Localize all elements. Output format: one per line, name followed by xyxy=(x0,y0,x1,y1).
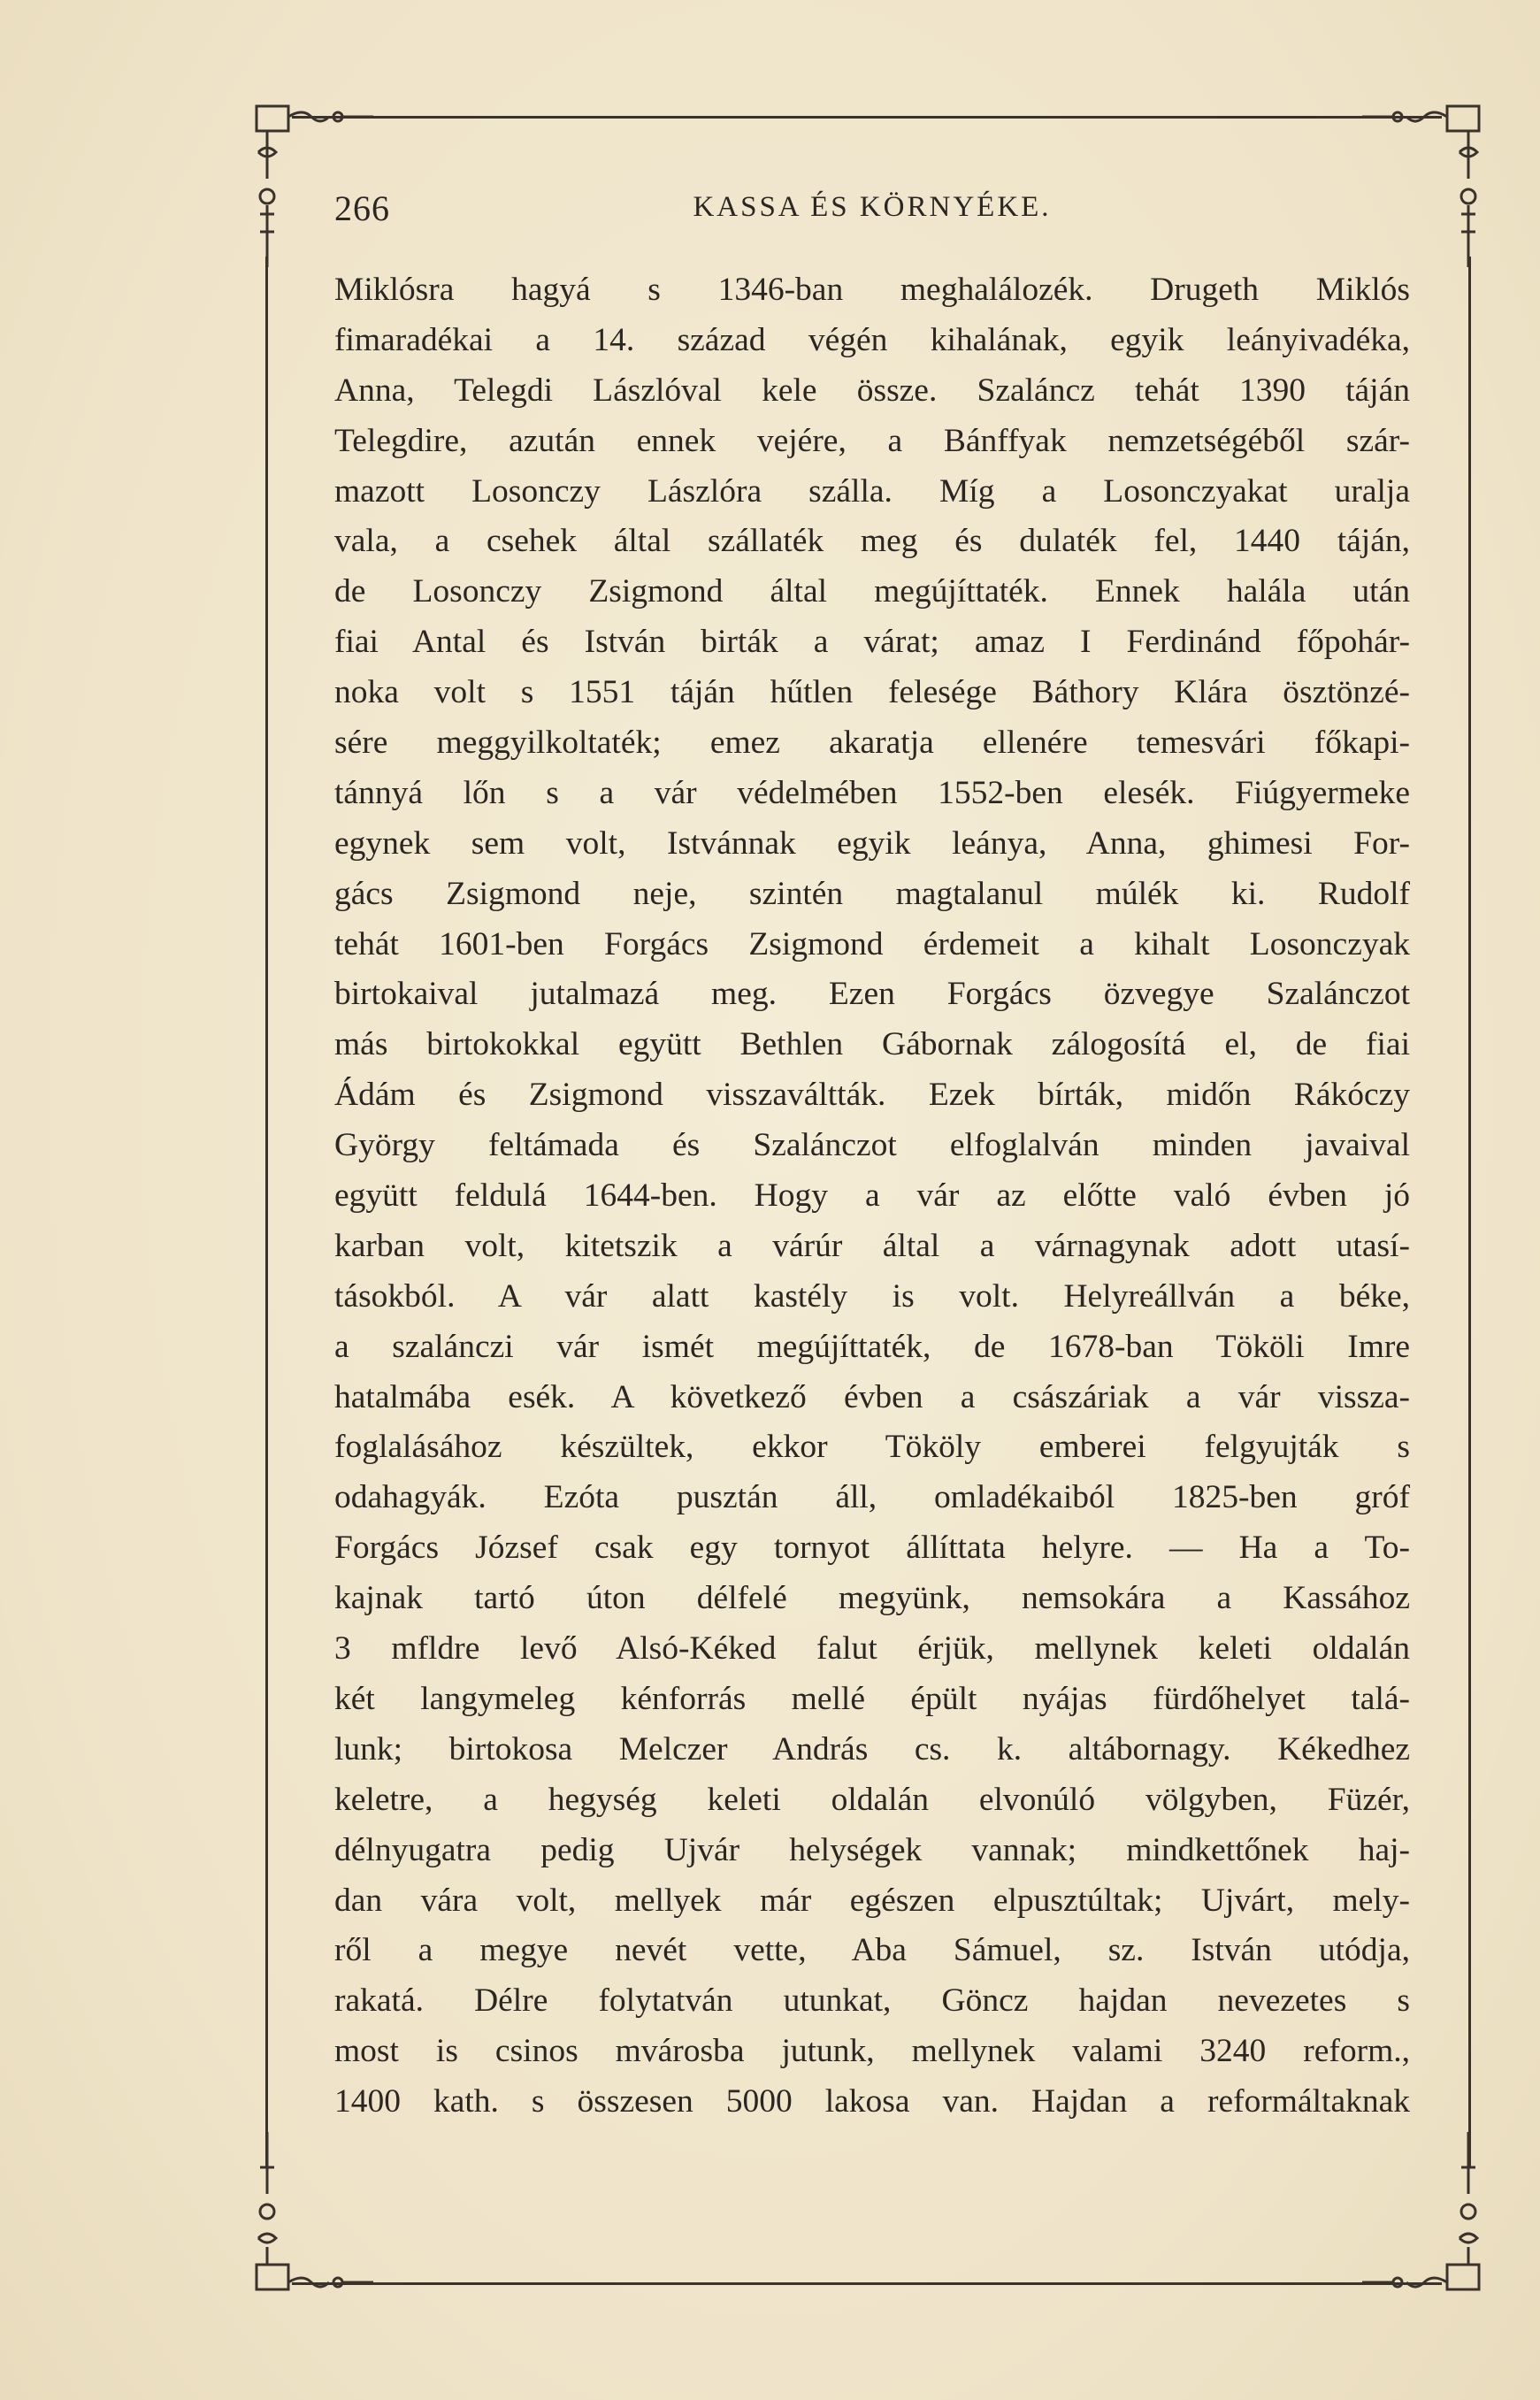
page-header xyxy=(334,188,1410,232)
text-line: fimaradékai a 14. század végén kihalának, egyik leányivadéka, xyxy=(334,321,1410,358)
text-line: foglalásához készültek, ekkor Tököly emberei felgyujták s xyxy=(334,1429,1410,1466)
text-line: két langymeleg kénforrás mellé épült nyájas fürdőhelyet talá- xyxy=(334,1680,1410,1717)
text-line: Anna, Telegdi Lászlóval kele össze. Szaláncz tehát 1390 táján xyxy=(334,372,1410,409)
text-line: Forgács József csak egy tornyot állíttata helyre. — Ha a To- xyxy=(334,1530,1410,1567)
bottom-border-line xyxy=(292,2282,1442,2285)
body-text xyxy=(334,265,1410,2128)
text-line: de Losonczy Zsigmond által megújíttaték. Ennek halála után xyxy=(334,573,1410,610)
text-line: most is csinos mvárosba jutunk, mellynek valami 3240 reform., xyxy=(334,2033,1410,2070)
text-line: Miklósra hagyá s 1346-ban meghalálozék. Drugeth Miklós xyxy=(334,272,1410,308)
text-line: birtokaival jutalmazá meg. Ezen Forgács özvegye Szalánczot xyxy=(334,976,1410,1013)
text-line: a szalánczi vár ismét megújíttaték, de 1678-ban Tököli Imre xyxy=(334,1328,1410,1365)
text-line: tehát 1601-ben Forgács Zsigmond érdemeit a kihalt Losonczyak xyxy=(334,925,1410,962)
text-line: hatalmába esék. A következő évben a császáriak a vár vissza- xyxy=(334,1378,1410,1415)
text-line: mazott Losonczy Lászlóra szálla. Míg a Losonczyakat uralja xyxy=(334,472,1410,510)
text-line: keletre, a hegység keleti oldalán elvonúló völgyben, Füzér, xyxy=(334,1781,1410,1818)
text-line: Telegdire, azután ennek vejére, a Bánffyak nemzetségéből szár- xyxy=(334,422,1410,459)
text-line: György feltámada és Szalánczot elfoglalván minden javaival xyxy=(334,1127,1410,1164)
text-line: egynek sem volt, Istvánnak egyik leánya, Anna, ghimesi For- xyxy=(334,824,1410,862)
text-line: együtt feldulá 1644-ben. Hogy a vár az előtte való évben jó xyxy=(334,1177,1410,1215)
text-line: noka volt s 1551 táján hűtlen felesége Báthory Klára ösztönzé- xyxy=(334,674,1410,711)
bottom-right-ornament xyxy=(1309,2123,1486,2300)
left-border-line xyxy=(265,257,268,2167)
text-line: más birtokokkal együtt Bethlen Gábornak zálogosítá el, de fiai xyxy=(334,1026,1410,1063)
right-border-line xyxy=(1468,257,1471,2167)
text-line: lunk; birtokosa Melczer András cs. k. altábornagy. Kékedhez xyxy=(334,1730,1410,1767)
text-line: délnyugatra pedig Ujvár helységek vannak; mindkettőnek haj- xyxy=(334,1831,1410,1868)
text-line: fiai Antal és István birták a várat; amaz I Ferdinánd főpohár- xyxy=(334,624,1410,661)
text-line: 1400 kath. s összesen 5000 lakosa van. Hajdan a reformáltaknak xyxy=(334,2083,1410,2120)
text-line: ről a megye nevét vette, Aba Sámuel, sz. István utódja, xyxy=(334,1932,1410,1969)
text-line: odahagyák. Ezóta pusztán áll, omladékaiból 1825-ben gróf xyxy=(334,1479,1410,1516)
page-number: 266 xyxy=(334,188,390,228)
text-line: dan vára volt, mellyek már egészen elpusztúltak; Ujvárt, mely- xyxy=(334,1882,1410,1919)
text-line: Ádám és Zsigmond visszaváltták. Ezek bírták, midőn Rákóczy xyxy=(334,1077,1410,1114)
text-line: gács Zsigmond neje, szintén magtalanul múlék ki. Rudolf xyxy=(334,875,1410,912)
text-line: vala, a csehek által szállaték meg és dulaték fel, 1440 táján, xyxy=(334,523,1410,560)
top-border-line xyxy=(292,116,1442,119)
running-title: KASSA ÉS KÖRNYÉKE. xyxy=(693,191,1052,223)
text-line: tánnyá lőn s a vár védelmében 1552-ben elesék. Fiúgyermeke xyxy=(334,774,1410,811)
text-line: rakatá. Délre folytatván utunkat, Göncz hajdan nevezetes s xyxy=(334,1982,1410,2020)
text-line: tásokból. A vár alatt kastély is volt. Helyreállván a béke, xyxy=(334,1277,1410,1315)
text-line: karban volt, kitetszik a várúr által a várnagynak adott utasí- xyxy=(334,1227,1410,1264)
text-line: kajnak tartó úton délfelé megyünk, nemsokára a Kassához xyxy=(334,1580,1410,1617)
text-line: sére meggyilkoltaték; emez akaratja ellenére temesvári főkapi- xyxy=(334,725,1410,762)
bottom-left-ornament xyxy=(249,2123,426,2300)
text-line: 3 mfldre levő Alsó-Kéked falut érjük, mellynek keleti oldalán xyxy=(334,1630,1410,1668)
